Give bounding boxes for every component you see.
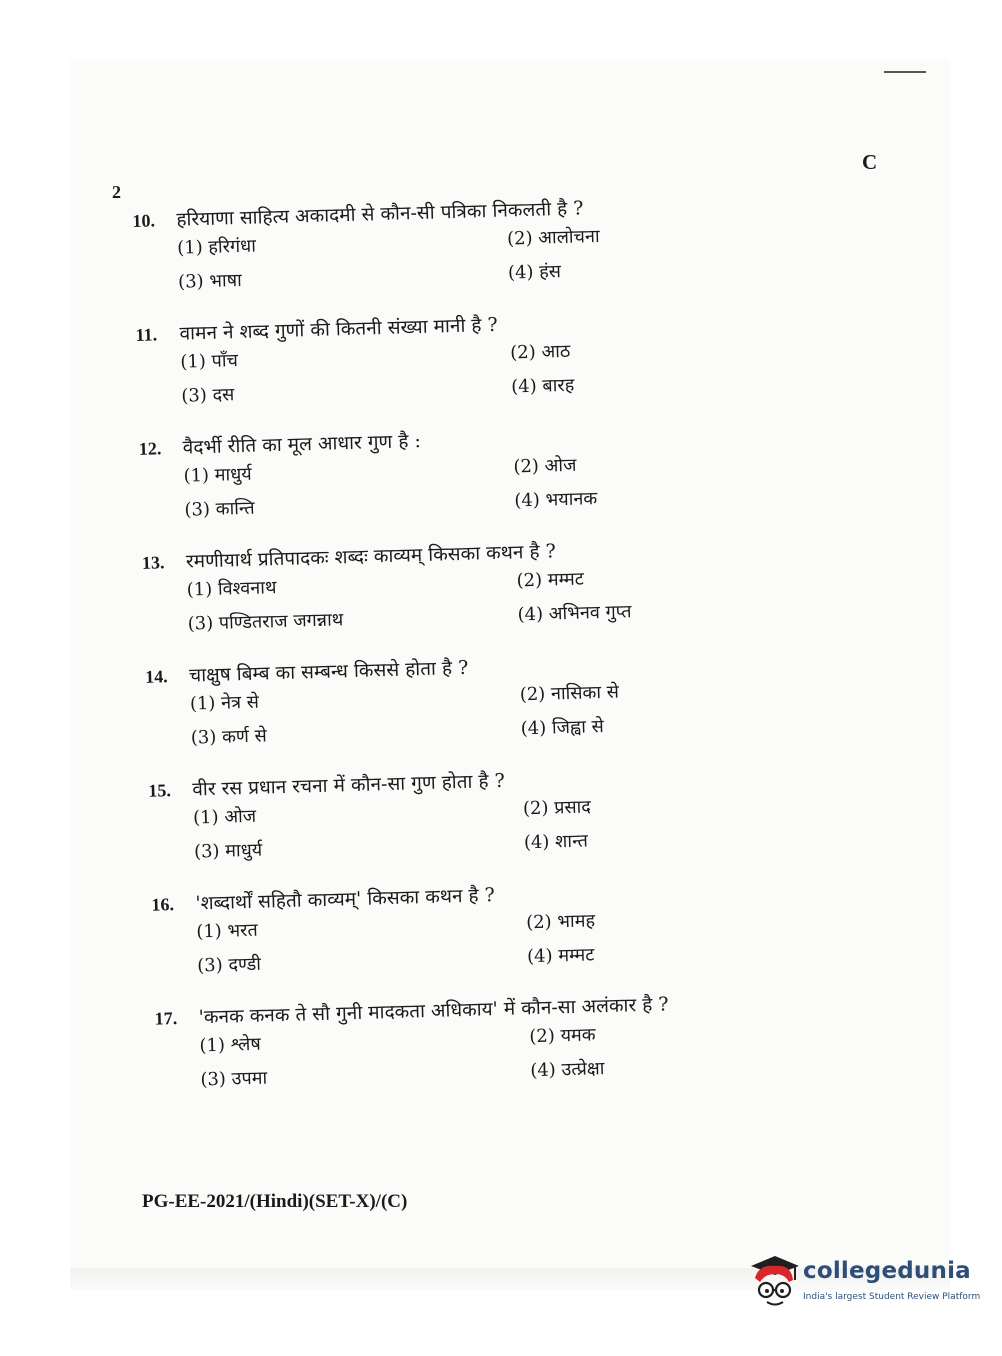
option-4: (4) अभिनव गुप्त bbox=[517, 601, 632, 626]
logo-name: collegedunia bbox=[803, 1258, 971, 1284]
collegedunia-logo bbox=[745, 1252, 981, 1314]
question-text: वैदर्भी रीति का मूल आधार गुण है : bbox=[182, 430, 422, 459]
option-4: (4) मम्मट bbox=[526, 944, 595, 968]
option-4: (4) जिह्वा से bbox=[520, 716, 605, 740]
question-text: 'शब्दार्थों सहितौ काव्यम्' किसका कथन है ? bbox=[195, 884, 496, 915]
question-10 bbox=[132, 188, 774, 298]
option-2: (2) ओज bbox=[513, 454, 577, 478]
option-4: (4) उत्प्रेक्षा bbox=[530, 1058, 605, 1082]
question-13 bbox=[142, 530, 784, 640]
question-text: हरियाणा साहित्य अकादमी से कौन-सी पत्रिका निकलती है ? bbox=[176, 197, 584, 231]
option-4: (4) शान्त bbox=[523, 830, 589, 854]
question-list bbox=[132, 188, 797, 1118]
option-2: (2) यमक bbox=[529, 1024, 596, 1048]
option-1: (1) विश्वनाथ bbox=[186, 577, 277, 601]
option-1: (1) ओज bbox=[192, 805, 257, 829]
option-3: (3) भाषा bbox=[177, 269, 243, 293]
top-rule-line bbox=[884, 71, 926, 73]
option-1: (1) नेत्र से bbox=[189, 691, 260, 715]
option-1: (1) पाँच bbox=[180, 350, 239, 373]
option-2: (2) प्रसाद bbox=[522, 796, 592, 820]
collegedunia-mascot-icon bbox=[745, 1252, 801, 1310]
question-number: 16. bbox=[151, 894, 175, 915]
option-4: (4) हंस bbox=[507, 261, 562, 284]
question-number: 14. bbox=[144, 666, 168, 687]
option-2: (2) भामह bbox=[525, 910, 596, 934]
question-text: 'कनक कनक ते सौ गुनी मादकता अधिकाय' में कौन-सा अलंकार है ? bbox=[198, 993, 669, 1029]
page-number: 2 bbox=[112, 182, 121, 202]
option-4: (4) बारह bbox=[510, 374, 575, 398]
question-number: 13. bbox=[141, 552, 165, 573]
option-1: (1) हरिगंधा bbox=[176, 235, 257, 259]
question-11 bbox=[135, 302, 777, 412]
option-1: (1) श्लेष bbox=[199, 1033, 261, 1057]
set-letter: C bbox=[862, 150, 878, 174]
option-4: (4) भयानक bbox=[514, 488, 598, 512]
option-3: (3) पण्डितराज जगन्नाथ bbox=[187, 609, 344, 635]
option-3: (3) कर्ण से bbox=[190, 725, 268, 749]
option-3: (3) कान्ति bbox=[184, 497, 255, 521]
question-number: 11. bbox=[135, 324, 158, 345]
question-16 bbox=[151, 872, 793, 982]
question-17 bbox=[154, 986, 796, 1096]
option-3: (3) दस bbox=[181, 384, 235, 407]
option-2: (2) आलोचना bbox=[506, 225, 600, 250]
option-3: (3) उपमा bbox=[200, 1067, 268, 1091]
logo-tagline: India's largest Student Review Platform bbox=[803, 1292, 981, 1302]
option-2: (2) नासिका से bbox=[519, 681, 620, 706]
question-number: 10. bbox=[132, 210, 156, 231]
question-15 bbox=[148, 758, 790, 868]
option-3: (3) दण्डी bbox=[196, 953, 262, 977]
question-number: 15. bbox=[148, 780, 172, 801]
question-number: 17. bbox=[154, 1008, 178, 1029]
question-12 bbox=[138, 416, 780, 526]
question-number: 12. bbox=[138, 438, 162, 459]
question-text: वीर रस प्रधान रचना में कौन-सा गुण होता है ? bbox=[192, 769, 506, 801]
question-text: वामन ने शब्द गुणों की कितनी संख्या मानी है ? bbox=[179, 313, 499, 345]
question-14 bbox=[145, 644, 787, 754]
exam-code-footer: PG-EE-2021/(Hindi)(SET-X)/(C) bbox=[142, 1191, 408, 1212]
option-2: (2) मम्मट bbox=[516, 568, 585, 592]
option-3: (3) माधुर्य bbox=[193, 839, 263, 863]
option-1: (1) भरत bbox=[196, 919, 259, 943]
question-text: रमणीयार्थ प्रतिपादकः शब्दः काव्यम् किसका कथन है ? bbox=[185, 540, 557, 573]
question-text: चाक्षुष बिम्ब का सम्बन्ध किससे होता है ? bbox=[188, 656, 469, 687]
option-2: (2) आठ bbox=[509, 340, 571, 364]
option-1: (1) माधुर्य bbox=[183, 463, 252, 487]
